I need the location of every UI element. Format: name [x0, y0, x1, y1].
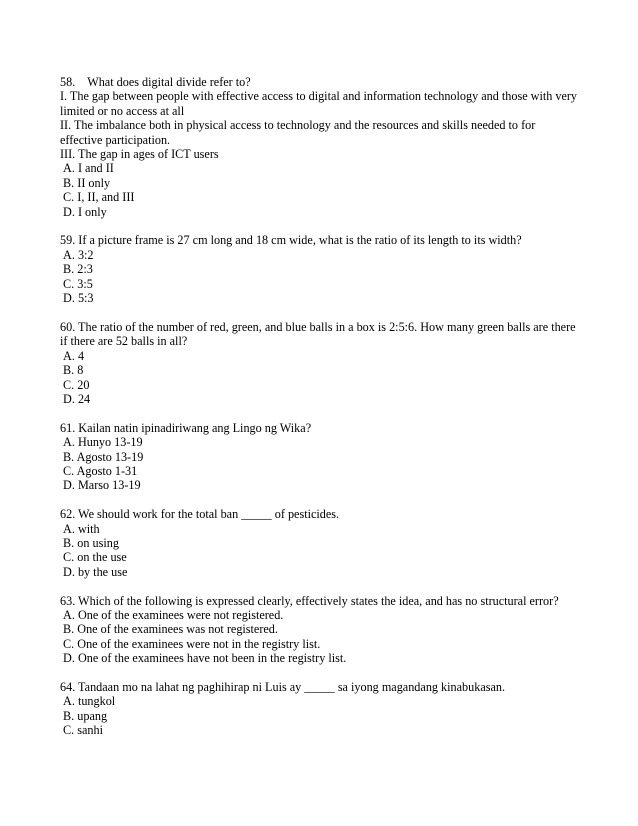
option-d: D. by the use [60, 564, 128, 579]
option-c: C. I, II, and III [60, 190, 135, 205]
option-d: D. One of the examinees have not been in the registry list. [60, 651, 347, 666]
question-63 [60, 594, 580, 666]
option-b: B. II only [60, 175, 111, 190]
option-a: A. Hunyo 13-19 [60, 435, 143, 450]
option-d: D. Marso 13-19 [60, 478, 141, 493]
question-stem: 63. Which of the following is expressed clearly, effectively states the idea, and has no structural error? [60, 593, 559, 608]
question-stem: 64. Tandaan mo na lahat ng paghihirap ni Luis ay _____ sa iyong magandang kinabukasan. [60, 679, 506, 694]
statement-2: II. The imbalance both in physical access to technology and the resources and skills needed to for effective participation. [60, 118, 539, 147]
question-stem: 59. If a picture frame is 27 cm long and 18 cm wide, what is the ratio of its length to its width? [60, 233, 522, 248]
question-stem: 62. We should work for the total ban _____ of pesticides. [60, 507, 340, 522]
option-b: B. 2:3 [60, 262, 93, 277]
question-stem: 58. What does digital divide refer to? [60, 75, 251, 89]
option-b: B. upang [60, 708, 108, 723]
question-62 [60, 507, 580, 579]
option-d: D. 5:3 [60, 291, 94, 306]
question-60 [60, 320, 580, 406]
option-a: A. One of the examinees were not registered. [60, 607, 284, 622]
option-c: C. 3:5 [60, 276, 93, 291]
statement-1: I. The gap between people with effective access to digital and information technology and those with very limited or no access at all [60, 89, 581, 118]
question-58 [60, 75, 580, 219]
option-a: A. tungkol [60, 694, 116, 709]
option-c: C. One of the examinees were not in the registry list. [60, 636, 321, 651]
option-b: B. 8 [60, 363, 84, 378]
option-d: D. I only [60, 204, 107, 219]
question-61 [60, 421, 580, 493]
option-d: D. 24 [60, 391, 91, 406]
option-a: A. I and II [60, 161, 114, 176]
option-a: A. 3:2 [60, 247, 94, 262]
option-b: B. on using [60, 535, 119, 550]
option-c: C. on the use [60, 550, 127, 565]
question-stem: 60. The ratio of the number of red, green, and blue balls in a box is 2:5:6. How many green balls are there if there are 52 balls in all? [60, 319, 579, 349]
question-stem: 61. Kailan natin ipinadiriwang ang Lingo ng Wika? [60, 420, 312, 435]
option-a: A. with [60, 521, 100, 536]
option-b: B. Agosto 13-19 [60, 449, 144, 464]
option-b: B. One of the examinees was not registered. [60, 622, 278, 637]
option-c: C. sanhi [60, 723, 103, 738]
option-a: A. 4 [60, 348, 85, 363]
statement-3: III. The gap in ages of ICT users [60, 147, 219, 162]
question-list [60, 75, 580, 752]
question-59 [60, 233, 580, 305]
option-c: C. 20 [60, 377, 90, 392]
option-c: C. Agosto 1-31 [60, 463, 138, 478]
question-64 [60, 680, 580, 738]
